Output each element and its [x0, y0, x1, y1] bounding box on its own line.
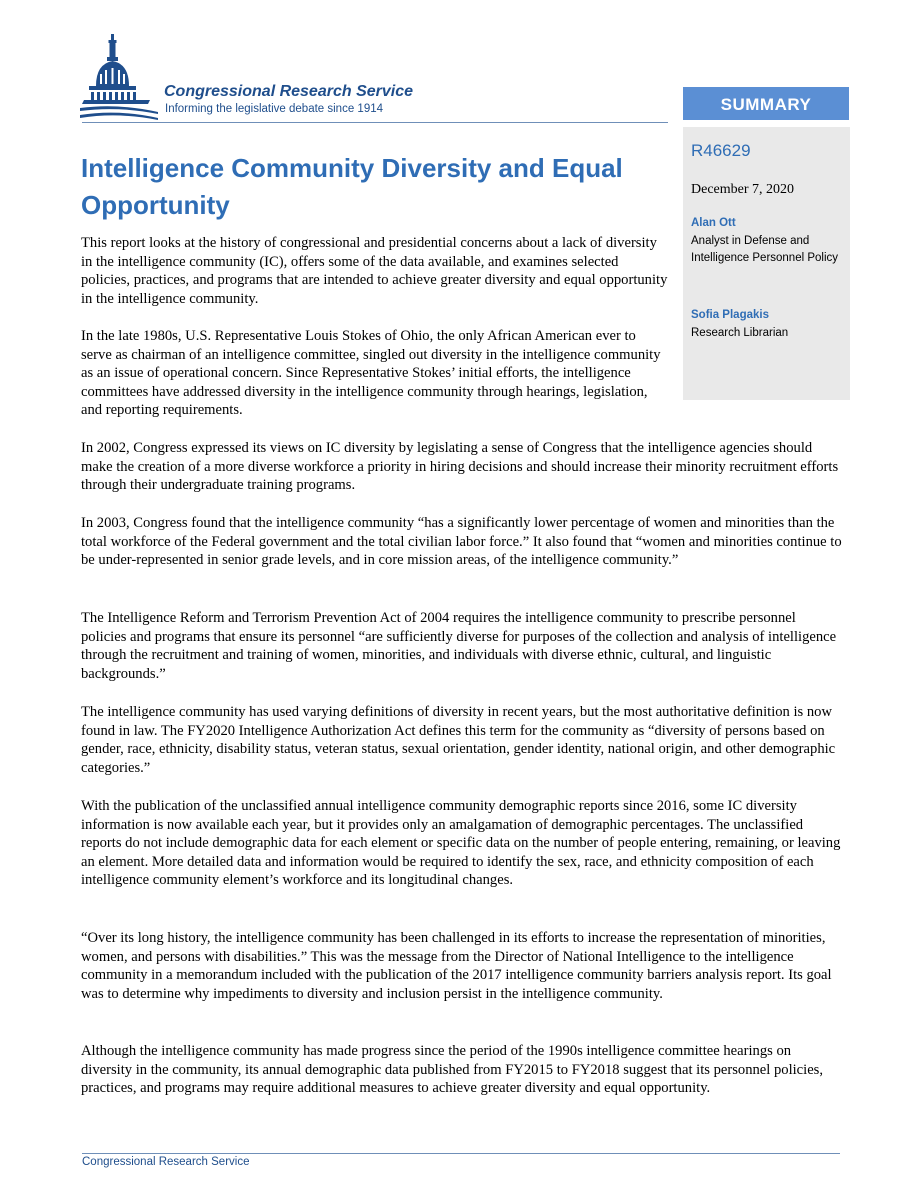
header-divider: [82, 122, 668, 123]
author-title: Research Librarian: [691, 327, 789, 339]
author-name: Sofia Plagakis: [691, 309, 769, 321]
author-title: Analyst in Defense and Intelligence Personnel Policy: [691, 235, 839, 264]
org-name: Congressional Research Service: [164, 83, 414, 100]
summary-paragraph: “Over its long history, the intelligence community has been challenged in its efforts to increase the representation of minorities, women, and persons with disabilities.” This was the message from the Director of National Intelligence to the intelligence community in a memorandum included with the publication of the 2017 intelligence community barriers analysis report. Its goal was to determine why impediments to diversity and inclusion persist in the intelligence community.: [81, 930, 832, 1002]
summary-paragraph: Although the intelligence community has made progress since the period of the 1990s intelligence committee hearings on diversity in the community, its annual demographic data published from FY2015 to FY2018 suggest that its personnel policies, practices, and programs may require additional measures to achieve greater diversity and equal opportunity.: [81, 1043, 824, 1096]
summary-paragraph: In 2002, Congress expressed its views on IC diversity by legislating a sense of Congress that the intelligence agencies should make the creation of a more diverse workforce a priority in hiring decisions and should increase their minority recruitment efforts through their undergraduate training programs.: [81, 440, 839, 493]
summary-sidebar: [683, 127, 850, 400]
org-tagline: Informing the legislative debate since 1914: [165, 103, 384, 115]
crs-logo: [78, 34, 478, 124]
capitol-dome-icon: [78, 34, 160, 122]
report-number: R46629: [691, 141, 751, 160]
summary-paragraph: The Intelligence Reform and Terrorism Prevention Act of 2004 requires the intelligence community to prescribe personnel policies and programs that ensure its personnel “are sufficiently diverse for purposes of the collection and analysis of intelligence through the recruitment and training of women, minorities, and individuals with diverse ethnic, cultural, and linguistic backgrounds.”: [81, 610, 837, 682]
summary-paragraph: This report looks at the history of congressional and presidential concerns about a lack of diversity in the intelligence community (IC), offers some of the data available, and examines selected policies, practices, and programs that are intended to achieve greater diversity and equal opportunity in the intelligence community.: [81, 235, 668, 307]
summary-paragraph: In 2003, Congress found that the intelligence community “has a significantly lower percentage of women and minorities than the total workforce of the Federal government and the total civilian labor force.” It also found that “women and minorities continue to be under-represented in senior grade levels, and in core mission areas, of the intelligence community.”: [81, 515, 842, 568]
document-title: Intelligence Community Diversity and Equal Opportunity: [81, 153, 623, 220]
summary-label: SUMMARY: [683, 87, 849, 120]
summary-paragraph: In the late 1980s, U.S. Representative Louis Stokes of Ohio, the only African American ever to serve as chairman of an intelligence committee, singled out diversity in the intelligence community as an issue of operational concern. Since Representative Stokes’ initial efforts, the intelligence committees have addressed diversity in the intelligence community through hearings, legislation, and reporting requirements.: [81, 328, 661, 418]
report-date: December 7, 2020: [691, 182, 795, 197]
summary-paragraph: With the publication of the unclassified annual intelligence community demographic reports since 2016, some IC diversity information is now available each year, but it provides only an amalgamation of demographic percentages. The unclassified reports do not include demographic data for each element or specific data on the number of people entering, remaining, or leaving an element. More detailed data and information would be required to identify the sex, race, and ethnicity composition of each intelligence community element’s workforce and its longitudinal changes.: [81, 798, 841, 888]
summary-paragraph: The intelligence community has used varying definitions of diversity in recent years, but the most authoritative definition is now found in law. The FY2020 Intelligence Authorization Act defines this term for the community as “diversity of persons based on gender, race, ethnicity, disability status, veteran status, sexual orientation, gender identity, national origin, and other demographic categories.”: [81, 704, 836, 776]
footer-divider: [82, 1153, 840, 1154]
author-name: Alan Ott: [691, 217, 736, 229]
footer-org-name: Congressional Research Service: [82, 1156, 250, 1168]
